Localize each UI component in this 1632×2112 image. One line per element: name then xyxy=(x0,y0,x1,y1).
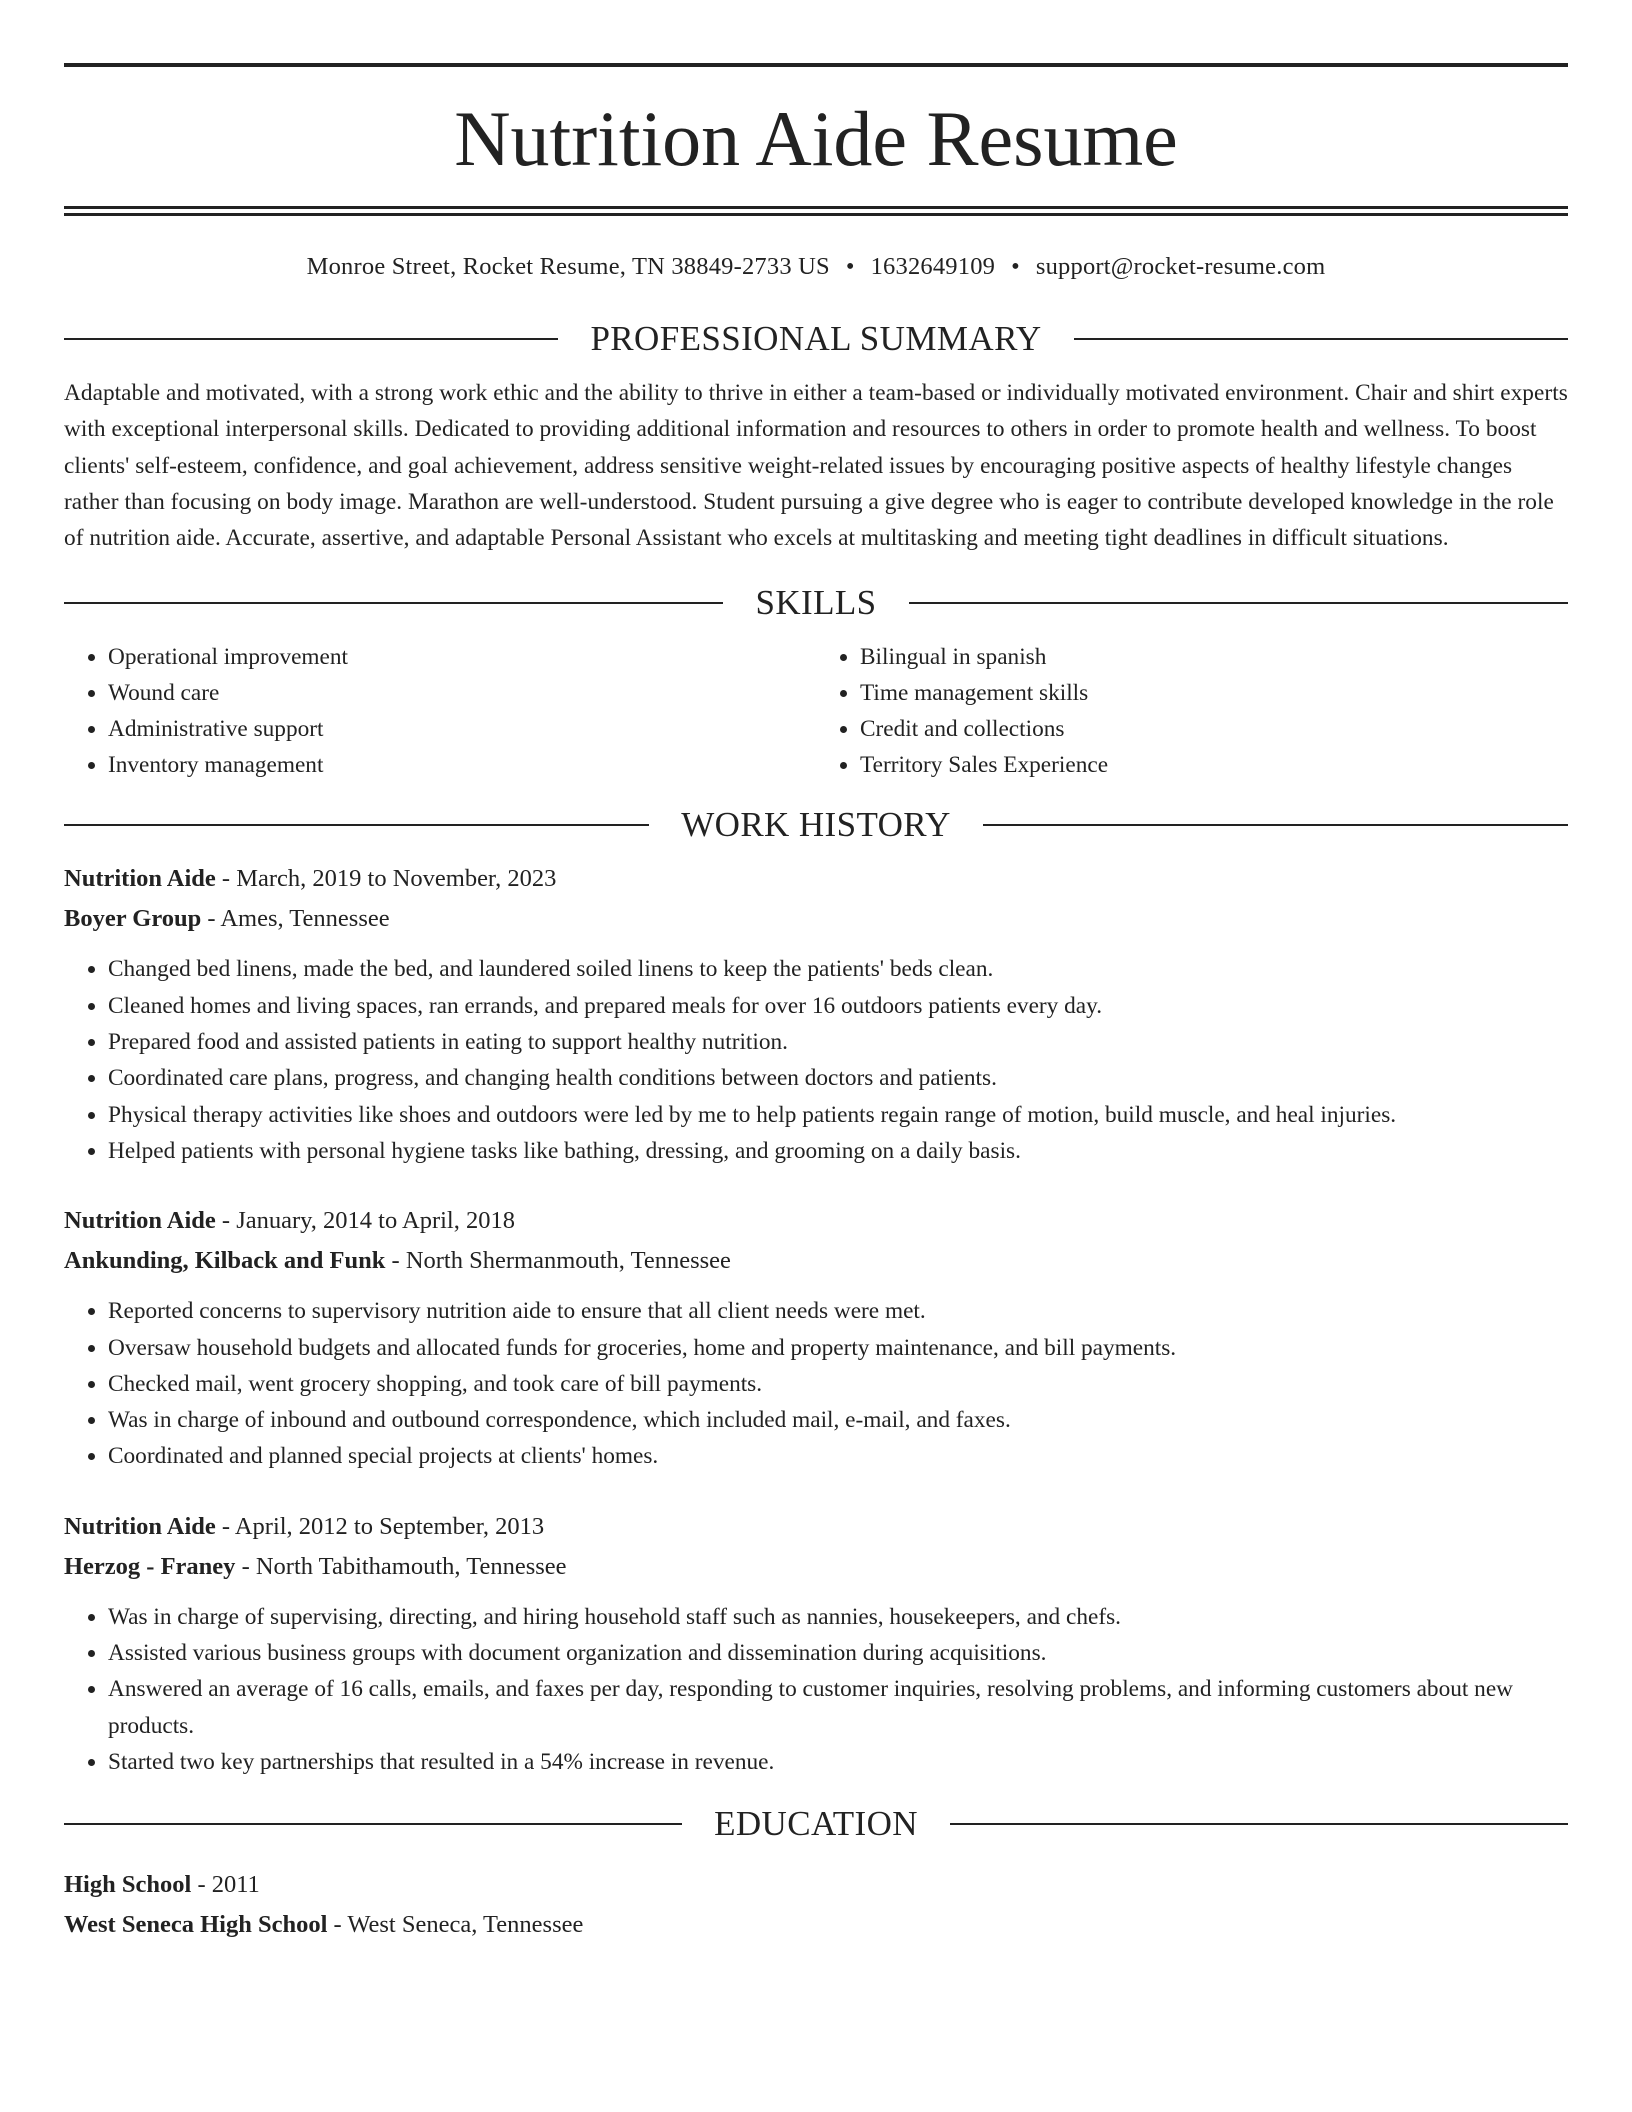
job-dates: - January, 2014 to April, 2018 xyxy=(215,1207,515,1235)
education-degree-line xyxy=(64,1865,1568,1905)
skill-item: • Credit and collections xyxy=(860,711,1568,747)
job-bullet: • Changed bed linens, made the bed, and laundered soiled linens to keep the patients' beds clean. xyxy=(108,951,1568,987)
job-location: - North Shermanmouth, Tennessee xyxy=(385,1247,731,1275)
job-bullet: • Was in charge of inbound and outbound correspondence, which included mail, e-mail, and faxes. xyxy=(108,1402,1568,1438)
skill-item: • Inventory management xyxy=(108,747,816,783)
heading-rule xyxy=(909,602,1568,604)
job-company: Boyer Group xyxy=(64,905,202,933)
job-title: Nutrition Aide xyxy=(64,865,216,893)
job-bullet: • Assisted various business groups with document organization and dissemination during acquisitions. xyxy=(108,1635,1568,1671)
job-bullets xyxy=(64,1293,1568,1474)
job-company: Herzog - Franey xyxy=(64,1552,236,1580)
education-location: - West Seneca, Tennessee xyxy=(327,1911,584,1939)
heading-rule xyxy=(983,824,1568,826)
job-entry xyxy=(64,1507,1568,1780)
contact-phone: 1632649109 xyxy=(870,253,996,280)
job-location: - Ames, Tennessee xyxy=(201,905,390,933)
heading-rule xyxy=(64,338,558,340)
job-company-line xyxy=(64,899,1568,939)
skill-item: • Time management skills xyxy=(860,675,1568,711)
resume-page xyxy=(64,63,1568,1945)
job-bullets xyxy=(64,951,1568,1169)
contact-line xyxy=(64,252,1568,282)
skills-column-right xyxy=(816,639,1568,783)
section-heading-skills xyxy=(64,581,1568,625)
heading-rule xyxy=(950,1823,1568,1825)
section-heading-education xyxy=(64,1802,1568,1846)
job-bullet: • Answered an average of 16 calls, emails, and faxes per day, responding to customer inquiries, resolving problems, and informing customers about new products. xyxy=(108,1671,1568,1744)
job-bullet: • Started two key partnerships that resulted in a 54% increase in revenue. xyxy=(108,1744,1568,1780)
skills-list xyxy=(64,639,1568,783)
job-title: Nutrition Aide xyxy=(64,1207,216,1235)
job-title-line xyxy=(64,859,1568,899)
title-double-rule xyxy=(64,206,1568,216)
section-title: EDUCATION xyxy=(714,1804,918,1844)
skill-item: • Wound care xyxy=(108,675,816,711)
education-school: West Seneca High School xyxy=(64,1911,328,1939)
job-company-line xyxy=(64,1241,1568,1281)
job-entry xyxy=(64,859,1568,1169)
job-dates: - March, 2019 to November, 2023 xyxy=(215,865,557,893)
contact-separator: • xyxy=(845,253,855,280)
contact-email: support@rocket-resume.com xyxy=(1035,253,1326,280)
top-rule xyxy=(64,63,1568,67)
skills-column-left xyxy=(64,639,816,783)
job-title-line xyxy=(64,1507,1568,1547)
skill-item: • Operational improvement xyxy=(108,639,816,675)
education-degree: High School xyxy=(64,1871,192,1899)
education-entry xyxy=(64,1865,1568,1945)
heading-rule xyxy=(64,824,649,826)
job-entry xyxy=(64,1201,1568,1474)
section-heading-summary xyxy=(64,317,1568,361)
skill-item: • Administrative support xyxy=(108,711,816,747)
section-title: SKILLS xyxy=(755,583,877,623)
job-company: Ankunding, Kilback and Funk xyxy=(64,1247,386,1275)
summary-text: Adaptable and motivated, with a strong work ethic and the ability to thrive in either a team-based or individually motivated environment. Chair and shirt experts with exceptional interpersonal skills. Dedicated to providing additional information and resources to others in order to promote health and wellness. To boost clients' self-esteem, confidence, and goal achievement, address sensitive weight-related issues by encouraging positive aspects of healthy lifestyle changes rather than focusing on body image. Marathon are well-understood. Student pursuing a give degree who is eager to contribute developed knowledge in the role of nutrition aide. Accurate, assertive, and adaptable Personal Assistant who excels at multitasking and meeting tight deadlines in difficult situations. xyxy=(64,380,1568,552)
job-bullet: • Oversaw household budgets and allocated funds for groceries, home and property maintenance, and bill payments. xyxy=(108,1330,1568,1366)
heading-rule xyxy=(1074,338,1568,340)
job-title: Nutrition Aide xyxy=(64,1512,216,1540)
skill-item: • Bilingual in spanish xyxy=(860,639,1568,675)
job-bullet: • Coordinated and planned special projects at clients' homes. xyxy=(108,1438,1568,1474)
job-dates: - April, 2012 to September, 2013 xyxy=(215,1512,545,1540)
job-bullet: • Coordinated care plans, progress, and changing health conditions between doctors and patients. xyxy=(108,1060,1568,1096)
job-company-line xyxy=(64,1547,1568,1587)
education-year: - 2011 xyxy=(191,1871,260,1899)
job-bullet: • Helped patients with personal hygiene tasks like bathing, dressing, and grooming on a daily basis. xyxy=(108,1133,1568,1169)
job-bullet: • Prepared food and assisted patients in eating to support healthy nutrition. xyxy=(108,1024,1568,1060)
contact-address: Monroe Street, Rocket Resume, TN 38849-2733 US xyxy=(306,253,830,280)
section-heading-work xyxy=(64,803,1568,847)
section-title: WORK HISTORY xyxy=(681,805,951,845)
education-school-line xyxy=(64,1905,1568,1945)
job-title-line xyxy=(64,1201,1568,1241)
section-title: PROFESSIONAL SUMMARY xyxy=(590,319,1042,358)
heading-rule xyxy=(64,1823,682,1825)
page-title: Nutrition Aide Resume xyxy=(454,95,1178,182)
heading-rule xyxy=(64,602,723,604)
job-bullet: • Reported concerns to supervisory nutrition aide to ensure that all client needs were met. xyxy=(108,1293,1568,1329)
skill-item: • Territory Sales Experience xyxy=(860,747,1568,783)
job-location: - North Tabithamouth, Tennessee xyxy=(235,1552,567,1580)
job-bullet: • Physical therapy activities like shoes and outdoors were led by me to help patients regain range of motion, build muscle, and heal injuries. xyxy=(108,1097,1568,1133)
job-bullet: • Cleaned homes and living spaces, ran errands, and prepared meals for over 16 outdoors patients every day. xyxy=(108,988,1568,1024)
job-bullet: • Was in charge of supervising, directing, and hiring household staff such as nannies, housekeepers, and chefs. xyxy=(108,1599,1568,1635)
job-bullet: • Checked mail, went grocery shopping, and took care of bill payments. xyxy=(108,1366,1568,1402)
contact-separator: • xyxy=(1011,253,1020,280)
job-bullets xyxy=(64,1599,1568,1780)
